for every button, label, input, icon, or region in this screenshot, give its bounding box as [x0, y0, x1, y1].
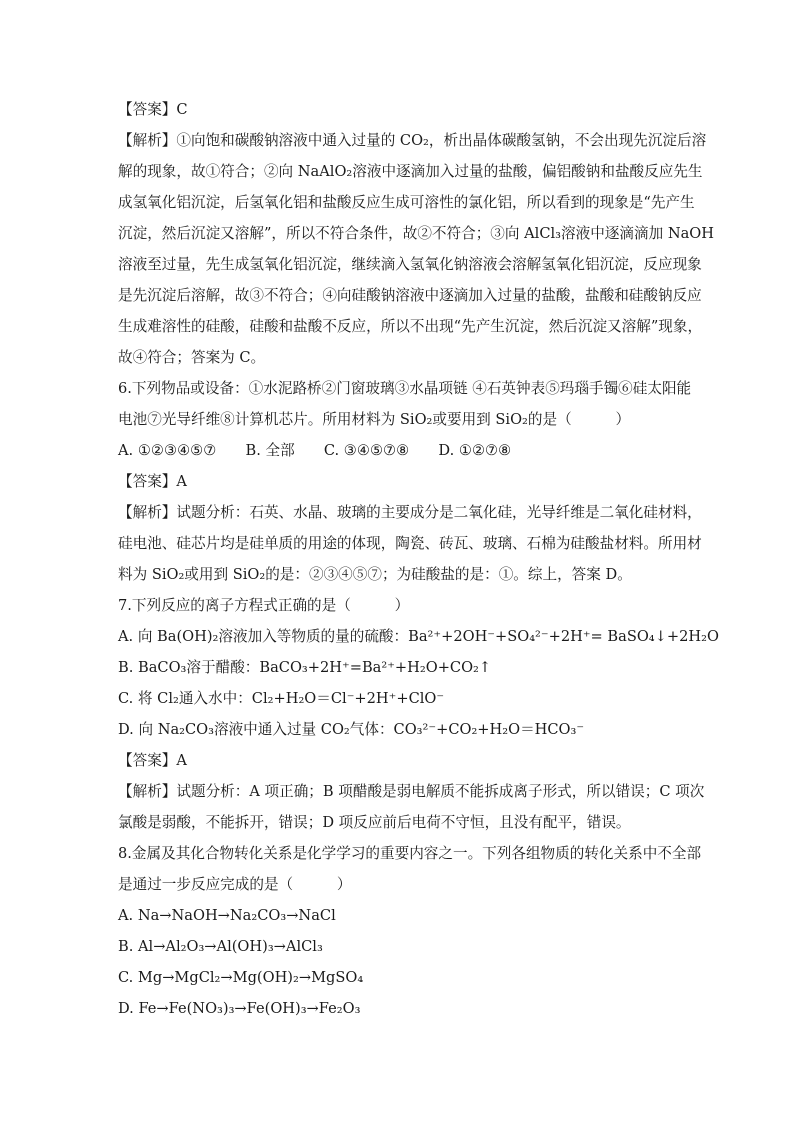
analysis-q6-line-1: 【解析】试题分析：石英、水晶、玻璃的主要成分是二氧化硅，光导纤维是二氧化硅材料， [118, 504, 702, 521]
analysis-q7-line-2: 氯酸是弱酸，不能拆开，错误；D 项反应前后电荷不守恒，且没有配平，错误。 [118, 814, 631, 831]
answer-label-q7: 【答案】A [118, 752, 187, 769]
analysis-q5-line-1: 【解析】①向饱和碳酸钠溶液中通入过量的 CO₂，析出晶体碳酸氢钠，不会出现先沉淀后溶 [118, 132, 707, 149]
analysis-q6-line-3: 料为 SiO₂或用到 SiO₂的是：②③④⑤⑦；为硅酸盐的是：①。综上，答案 D。 [118, 566, 632, 583]
analysis-q5-line-5: 溶液至过量，先生成氢氧化铝沉淀，继续滴入氢氧化钠溶液会溶解氢氧化铝沉淀，反应现象 [118, 256, 702, 273]
question-8-option-b: B. Al→Al₂O₃→Al(OH)₃→AlCl₃ [118, 938, 323, 955]
question-7-stem: 7.下列反应的离子方程式正确的是（ ） [118, 597, 410, 614]
question-7-option-d: D. 向 Na₂CO₃溶液中通入过量 CO₂气体：CO₃²⁻+CO₂+H₂O＝HCO₃⁻ [118, 721, 585, 738]
analysis-q6-line-2: 硅电池、硅芯片均是硅单质的用途的体现，陶瓷、砖瓦、玻璃、石棉为硅酸盐材料。所用材 [118, 535, 702, 552]
answer-label-q6: 【答案】A [118, 473, 187, 490]
question-7-option-b: B. BaCO₃溶于醋酸：BaCO₃+2H⁺=Ba²⁺+H₂O+CO₂↑ [118, 659, 492, 676]
question-8-line-1: 8.金属及其化合物转化关系是化学学习的重要内容之一。下列各组物质的转化关系中不全部 [118, 845, 702, 862]
analysis-q5-line-2: 解的现象，故①符合；②向 NaAlO₂溶液中逐滴加入过量的盐酸，偏铝酸钠和盐酸反应先生 [118, 163, 703, 180]
question-8-option-a: A. Na→NaOH→Na₂CO₃→NaCl [118, 907, 336, 924]
question-8-line-2: 是通过一步反应完成的是（ ） [118, 876, 352, 893]
question-7-option-c: C. 将 Cl₂通入水中：Cl₂+H₂O＝Cl⁻+2H⁺+ClO⁻ [118, 690, 445, 707]
question-6-options: A. ①②③④⑤⑦ B. 全部 C. ③④⑤⑦⑧ D. ①②⑦⑧ [118, 442, 512, 459]
analysis-q5-line-7: 生成难溶性的硅酸，硅酸和盐酸不反应，所以不出现“先产生沉淀，然后沉淀又溶解”现象， [118, 318, 703, 335]
question-7-option-a: A. 向 Ba(OH)₂溶液加入等物质的量的硫酸：Ba²⁺+2OH⁻+SO₄²⁻+2H⁺= BaSO₄↓+2H₂O [118, 628, 719, 645]
answer-label-q5: 【答案】C [118, 101, 188, 118]
analysis-q7-line-1: 【解析】试题分析：A 项正确；B 项醋酸是弱电解质不能拆成离子形式，所以错误；C 项次 [118, 783, 705, 800]
question-6-line-1: 6.下列物品或设备：①水泥路桥②门窗玻璃③水晶项链 ④石英钟表⑤玛瑙手镯⑥硅太阳能 [118, 380, 692, 397]
analysis-q5-line-6: 是先沉淀后溶解，故③不符合；④向硅酸钠溶液中逐滴加入过量的盐酸，盐酸和硅酸钠反应 [118, 287, 702, 304]
analysis-q5-line-4: 沉淀，然后沉淀又溶解”，所以不符合条件，故②不符合；③向 AlCl₃溶液中逐滴滴加 NaOH [118, 225, 714, 242]
question-8-option-c: C. Mg→MgCl₂→Mg(OH)₂→MgSO₄ [118, 969, 364, 986]
analysis-q5-line-3: 成氢氧化铝沉淀，后氢氧化铝和盐酸反应生成可溶性的氯化铝，所以看到的现象是“先产生 [118, 194, 695, 211]
question-8-option-d: D. Fe→Fe(NO₃)₃→Fe(OH)₃→Fe₂O₃ [118, 1000, 361, 1017]
question-6-line-2: 电池⑦光导纤维⑧计算机芯片。所用材料为 SiO₂或要用到 SiO₂的是（ ） [118, 411, 631, 428]
analysis-q5-line-8: 故④符合；答案为 C。 [118, 349, 266, 366]
